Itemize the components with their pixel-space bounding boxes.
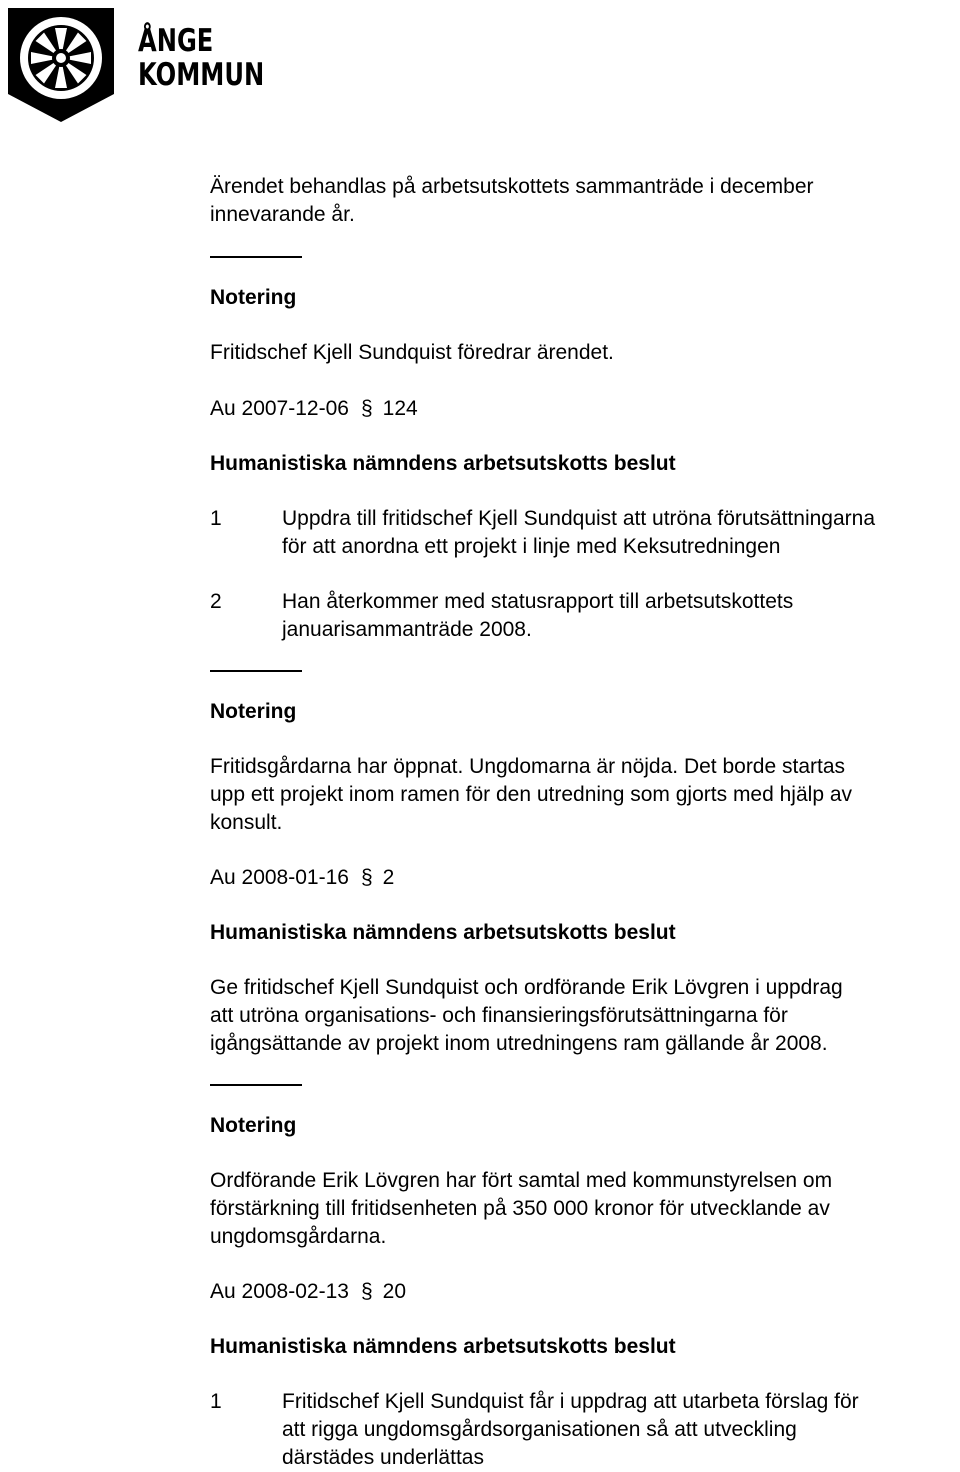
list-number: 2 xyxy=(210,590,222,613)
list-number: 1 xyxy=(210,507,222,530)
list-number: 1 xyxy=(210,1390,222,1413)
list-item-line: Uppdra till fritidschef Kjell Sundquist att utröna förutsättningarna xyxy=(282,507,875,530)
logo-line-2: KOMMUN xyxy=(138,57,265,93)
reference-prefix: Au 2007-12-06 xyxy=(210,397,349,420)
list-item-line: därstädes underlättas xyxy=(282,1446,484,1469)
logo-line-1: ÅNGE xyxy=(138,23,214,59)
reference-line xyxy=(210,1278,406,1306)
intro-line-1: Ärendet behandlas på arbetsutskottets sammanträde i december xyxy=(210,175,814,198)
reference-prefix: Au 2008-01-16 xyxy=(210,866,349,889)
list-item-line: för att anordna ett projekt i linje med Keksutredningen xyxy=(282,535,781,558)
decision-text-line: att utröna organisations- och finansieringsförutsättningarna för xyxy=(210,1004,788,1027)
reference-number: 124 xyxy=(382,397,418,420)
section-symbol: § xyxy=(360,866,373,889)
list-item-line: Han återkommer med statusrapport till arbetsutskottets xyxy=(282,590,794,613)
note-text-line: Ordförande Erik Lövgren har fört samtal med kommunstyrelsen om xyxy=(210,1169,833,1192)
note-heading: Notering xyxy=(210,1114,297,1137)
list-item-line: januarisammanträde 2008. xyxy=(282,618,532,641)
note-heading: Notering xyxy=(210,700,297,723)
list-item-line: Fritidschef Kjell Sundquist får i uppdrag att utarbeta förslag för xyxy=(282,1390,859,1413)
separator-rule xyxy=(210,256,302,258)
note-text-line: Fritidsgårdarna har öppnat. Ungdomarna är nöjda. Det borde startas xyxy=(210,755,846,778)
reference-number: 20 xyxy=(382,1280,406,1303)
note-text-line: ungdomsgårdarna. xyxy=(210,1225,387,1248)
list-item-line: att rigga ungdomsgårdsorganisationen så att utveckling xyxy=(282,1418,797,1441)
intro-line-2: innevarande år. xyxy=(210,203,355,226)
decision-heading: Humanistiska nämndens arbetsutskotts beslut xyxy=(210,1335,676,1358)
decision-heading: Humanistiska nämndens arbetsutskotts beslut xyxy=(210,921,676,944)
municipality-name xyxy=(138,24,264,92)
reference-number: 2 xyxy=(382,866,395,889)
decision-text-line: Ge fritidschef Kjell Sundquist och ordförande Erik Lövgren i uppdrag xyxy=(210,976,843,999)
separator-rule xyxy=(210,670,302,672)
decision-heading: Humanistiska nämndens arbetsutskotts beslut xyxy=(210,452,676,475)
section-symbol: § xyxy=(360,397,373,420)
separator-rule xyxy=(210,1084,302,1086)
note-text-line: konsult. xyxy=(210,811,283,834)
note-text-line: förstärkning till fritidsenheten på 350 000 kronor för utvecklande av xyxy=(210,1197,830,1220)
note-text-line: upp ett projekt inom ramen för den utredning som gjorts med hjälp av xyxy=(210,783,853,806)
note-heading: Notering xyxy=(210,286,297,309)
section-symbol: § xyxy=(360,1280,373,1303)
note-text: Fritidschef Kjell Sundquist föredrar ärendet. xyxy=(210,341,614,364)
municipal-wheel-logo-icon xyxy=(2,2,120,126)
reference-line xyxy=(210,864,394,892)
reference-line xyxy=(210,395,418,423)
decision-text-line: igångsättande av projekt inom utredningens ram gällande år 2008. xyxy=(210,1032,828,1055)
reference-prefix: Au 2008-02-13 xyxy=(210,1280,349,1303)
